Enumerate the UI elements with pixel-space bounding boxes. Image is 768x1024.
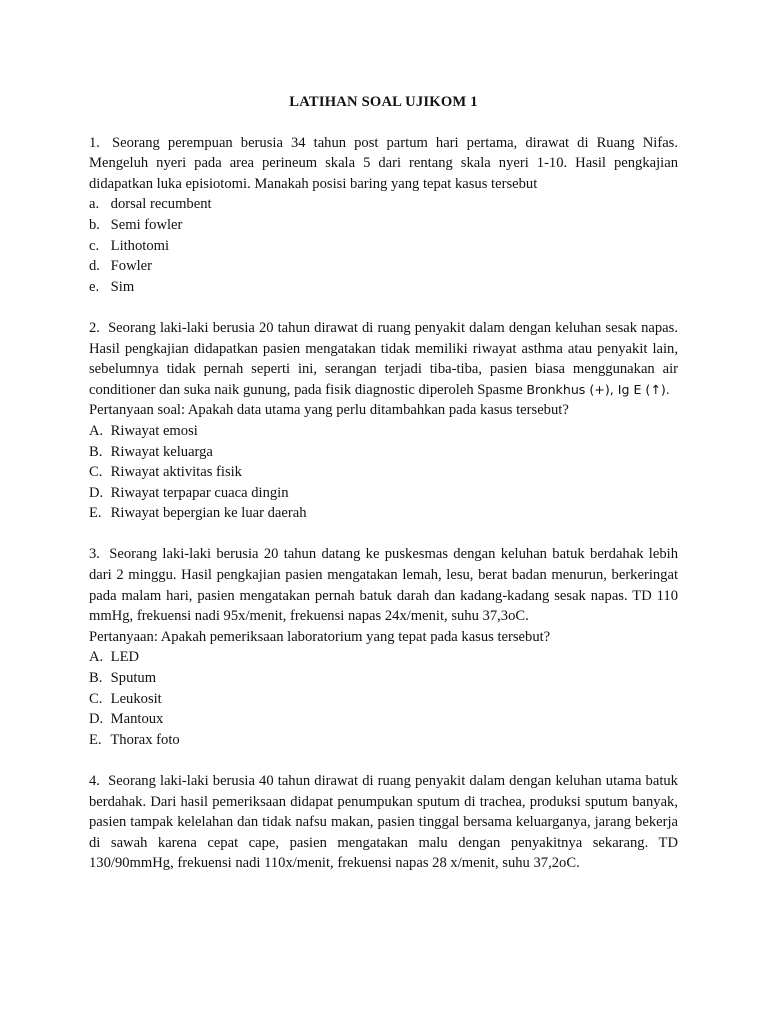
option-letter: D.	[89, 711, 104, 728]
option-letter: B.	[89, 670, 103, 687]
option-text: Riwayat terpapar cuaca dingin	[110, 484, 289, 501]
spacer	[89, 297, 678, 318]
option-item	[89, 647, 678, 668]
options-list	[89, 421, 678, 524]
question-text	[89, 771, 678, 874]
question-prompt: Pertanyaan soal: Apakah data utama yang perlu ditambahkan pada kasus tersebut?	[89, 402, 569, 419]
question-body: Seorang laki-laki berusia 20 tahun datang ke puskesmas dengan keluhan batuk berdahak lebih dari 2 minggu. Hasil pengkajian pasien mengatakan lemah, lesu, berat badan menurun, berkeringat pada malam hari, pasien mengatakan pernah batuk darah dan kadang-kadang sesak napas. TD 110 mmHg, frekuensi nadi 95x/menit, frekuensi napas 24x/menit, suhu 37,3oC.	[89, 546, 678, 625]
document-page	[89, 92, 678, 874]
option-text: Thorax foto	[110, 731, 180, 748]
spacer	[89, 750, 678, 771]
option-letter: E.	[89, 505, 102, 522]
option-item	[89, 730, 678, 751]
option-letter: C.	[89, 464, 103, 481]
option-item	[89, 277, 678, 298]
question-4	[89, 771, 678, 874]
option-text: Sputum	[110, 670, 157, 687]
question-number: 2.	[89, 319, 100, 336]
option-letter: B.	[89, 443, 103, 460]
option-letter: e.	[89, 278, 100, 295]
option-text: Riwayat bepergian ke luar daerah	[110, 505, 307, 522]
option-letter: E.	[89, 731, 102, 748]
options-list	[89, 194, 678, 297]
page-title: LATIHAN SOAL UJIKOM 1	[289, 94, 478, 110]
option-item	[89, 256, 678, 277]
option-item	[89, 483, 678, 504]
option-item	[89, 689, 678, 710]
option-item	[89, 215, 678, 236]
option-text: Lithotomi	[110, 237, 170, 254]
option-item	[89, 668, 678, 689]
question-text	[89, 318, 678, 400]
option-text: dorsal recumbent	[110, 196, 212, 213]
option-text: Mantoux	[110, 711, 164, 728]
option-text: Leukosit	[110, 690, 162, 707]
option-text: Semi fowler	[110, 216, 183, 233]
question-body: Seorang laki-laki berusia 20 tahun dirawat di ruang penyakit dalam dengan keluhan sesak napas. Hasil pengkajian didapatkan pasien mengatakan tidak memiliki riwayat asthma atau penyakit lain, sebelumnya tidak pernah seperti ini, serangan terjadi tiba-tiba, pasien biasa menggunakan air conditioner dan suka naik gunung, pada fisik diagnostic diperoleh Spasme	[89, 319, 678, 398]
option-text: Riwayat emosi	[110, 422, 198, 439]
option-letter: c.	[89, 237, 100, 254]
option-text: Fowler	[110, 258, 153, 275]
options-list	[89, 647, 678, 750]
question-3	[89, 544, 678, 750]
question-prompt: Pertanyaan: Apakah pemeriksaan laboratorium yang tepat pada kasus tersebut?	[89, 628, 551, 645]
question-1	[89, 133, 678, 298]
question-text	[89, 544, 678, 626]
option-item	[89, 194, 678, 215]
question-2	[89, 318, 678, 524]
option-text: Riwayat aktivitas fisik	[110, 464, 242, 481]
question-number: 3.	[89, 546, 100, 563]
option-item	[89, 442, 678, 463]
option-text: Sim	[110, 278, 135, 295]
question-body: Seorang laki-laki berusia 40 tahun dirawat di ruang penyakit dalam dengan keluhan utama batuk berdahak. Dari hasil pemeriksaan didapat penumpukan sputum di trachea, produksi sputum banyak, pasien tampak kelelahan dan tidak nafsu makan, pasien tinggal bersama keluarganya, jarang bekerja di sawah karena cepat cape, pasien mengatakan malu dengan penyakitnya sekarang. TD 130/90mmHg, frekuensi nadi 110x/menit, frekuensi napas 28 x/menit, suhu 37,2oC.	[89, 773, 678, 872]
option-text: Riwayat keluarga	[110, 443, 213, 460]
question-number: 4.	[89, 773, 100, 789]
option-item	[89, 236, 678, 257]
option-letter: A.	[89, 649, 104, 666]
question-text	[89, 133, 678, 195]
option-letter: D.	[89, 484, 104, 501]
option-item	[89, 503, 678, 524]
question-number: 1.	[89, 134, 100, 151]
option-letter: C.	[89, 690, 103, 707]
option-letter: a.	[89, 196, 100, 213]
option-letter: A.	[89, 422, 104, 439]
option-item	[89, 709, 678, 730]
option-text: LED	[110, 649, 140, 666]
question-body-tail: Bronkhus (+), Ig E (↑).	[526, 381, 670, 397]
option-letter: b.	[89, 216, 100, 233]
option-item	[89, 462, 678, 483]
question-body: Seorang perempuan berusia 34 tahun post partum hari pertama, dirawat di Ruang Nifas. Mengeluh nyeri pada area perineum skala 5 dari rentang skala nyeri 1-10. Hasil pengkajian didapatkan luka episiotomi. Manakah posisi baring yang tepat kasus tersebut	[89, 134, 678, 192]
spacer	[89, 524, 678, 545]
option-letter: d.	[89, 258, 100, 275]
option-item	[89, 421, 678, 442]
